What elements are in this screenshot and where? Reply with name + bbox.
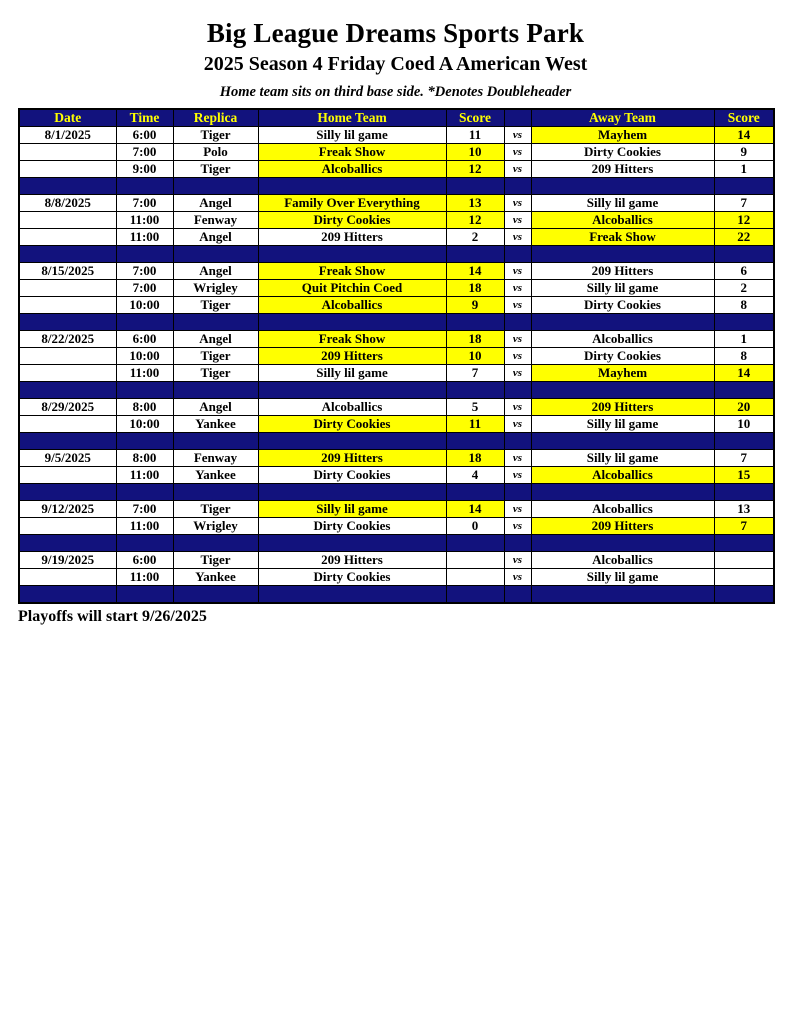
separator-cell [446, 314, 504, 331]
home-score-cell: 2 [446, 229, 504, 246]
time-cell: 7:00 [116, 501, 173, 518]
date-cell [19, 212, 116, 229]
group-separator-row [19, 246, 774, 263]
separator-cell [504, 433, 531, 450]
separator-cell [714, 433, 774, 450]
home-score-cell: 0 [446, 518, 504, 535]
vs-cell: vs [504, 569, 531, 586]
separator-cell [19, 246, 116, 263]
away-score-cell: 6 [714, 263, 774, 280]
game-row [19, 263, 774, 280]
time-cell: 11:00 [116, 365, 173, 382]
separator-cell [258, 586, 446, 603]
home-score-cell: 9 [446, 297, 504, 314]
replica-cell: Angel [173, 399, 258, 416]
date-cell [19, 229, 116, 246]
vs-cell: vs [504, 416, 531, 433]
away-score-cell: 8 [714, 348, 774, 365]
separator-cell [714, 586, 774, 603]
home-team-cell: Alcoballics [258, 399, 446, 416]
separator-cell [531, 178, 714, 195]
separator-cell [116, 178, 173, 195]
away-score-cell: 13 [714, 501, 774, 518]
home-score-cell: 18 [446, 331, 504, 348]
home-team-cell: Dirty Cookies [258, 569, 446, 586]
away-score-cell: 10 [714, 416, 774, 433]
replica-cell: Angel [173, 195, 258, 212]
home-team-cell: Silly lil game [258, 365, 446, 382]
date-cell [19, 161, 116, 178]
away-team-cell: Mayhem [531, 365, 714, 382]
separator-cell [504, 535, 531, 552]
home-score-cell: 18 [446, 450, 504, 467]
away-score-cell [714, 569, 774, 586]
time-cell: 8:00 [116, 399, 173, 416]
separator-cell [258, 484, 446, 501]
home-score-cell: 7 [446, 365, 504, 382]
time-cell: 6:00 [116, 552, 173, 569]
separator-cell [714, 484, 774, 501]
separator-cell [446, 246, 504, 263]
separator-cell [531, 433, 714, 450]
separator-cell [19, 314, 116, 331]
column-header-time: Time [116, 109, 173, 127]
home-team-cell: Alcoballics [258, 297, 446, 314]
separator-cell [19, 178, 116, 195]
separator-cell [504, 314, 531, 331]
home-score-cell [446, 552, 504, 569]
separator-cell [116, 382, 173, 399]
home-score-cell: 10 [446, 348, 504, 365]
separator-cell [714, 246, 774, 263]
vs-cell: vs [504, 552, 531, 569]
away-team-cell: Dirty Cookies [531, 348, 714, 365]
column-header-date: Date [19, 109, 116, 127]
date-cell [19, 518, 116, 535]
away-team-cell: Alcoballics [531, 331, 714, 348]
column-header-vs [504, 109, 531, 127]
home-score-cell: 5 [446, 399, 504, 416]
away-team-cell: Dirty Cookies [531, 144, 714, 161]
home-score-cell: 14 [446, 501, 504, 518]
separator-cell [531, 382, 714, 399]
away-score-cell: 2 [714, 280, 774, 297]
replica-cell: Angel [173, 331, 258, 348]
away-team-cell: Silly lil game [531, 569, 714, 586]
date-cell [19, 365, 116, 382]
away-score-cell: 1 [714, 331, 774, 348]
home-team-cell: 209 Hitters [258, 229, 446, 246]
vs-cell: vs [504, 229, 531, 246]
separator-cell [446, 586, 504, 603]
away-team-cell: 209 Hitters [531, 263, 714, 280]
home-score-cell: 4 [446, 467, 504, 484]
away-team-cell: Alcoballics [531, 467, 714, 484]
away-score-cell: 1 [714, 161, 774, 178]
separator-cell [116, 246, 173, 263]
separator-cell [258, 433, 446, 450]
column-header-replica: Replica [173, 109, 258, 127]
replica-cell: Yankee [173, 416, 258, 433]
separator-cell [531, 535, 714, 552]
separator-cell [173, 382, 258, 399]
group-separator-row [19, 178, 774, 195]
time-cell: 11:00 [116, 467, 173, 484]
game-row [19, 297, 774, 314]
replica-cell: Tiger [173, 348, 258, 365]
time-cell: 10:00 [116, 297, 173, 314]
vs-cell: vs [504, 348, 531, 365]
separator-cell [173, 484, 258, 501]
separator-cell [258, 382, 446, 399]
vs-cell: vs [504, 212, 531, 229]
home-team-cell: Freak Show [258, 144, 446, 161]
away-score-cell: 9 [714, 144, 774, 161]
date-cell [19, 280, 116, 297]
replica-cell: Tiger [173, 297, 258, 314]
time-cell: 7:00 [116, 144, 173, 161]
time-cell: 7:00 [116, 280, 173, 297]
away-score-cell: 20 [714, 399, 774, 416]
separator-cell [531, 484, 714, 501]
away-score-cell: 15 [714, 467, 774, 484]
date-cell: 8/29/2025 [19, 399, 116, 416]
home-team-cell: Freak Show [258, 331, 446, 348]
home-team-cell: 209 Hitters [258, 450, 446, 467]
away-team-cell: Mayhem [531, 127, 714, 144]
home-team-cell: 209 Hitters [258, 348, 446, 365]
separator-cell [258, 178, 446, 195]
separator-cell [258, 246, 446, 263]
away-score-cell [714, 552, 774, 569]
home-team-cell: Silly lil game [258, 501, 446, 518]
vs-cell: vs [504, 331, 531, 348]
replica-cell: Yankee [173, 569, 258, 586]
column-header-away-score: Score [714, 109, 774, 127]
separator-cell [504, 246, 531, 263]
game-row [19, 212, 774, 229]
vs-cell: vs [504, 467, 531, 484]
time-cell: 9:00 [116, 161, 173, 178]
game-row [19, 569, 774, 586]
home-team-cell: Dirty Cookies [258, 518, 446, 535]
game-row [19, 416, 774, 433]
away-team-cell: Alcoballics [531, 501, 714, 518]
replica-cell: Wrigley [173, 280, 258, 297]
game-row [19, 399, 774, 416]
home-team-cell: Silly lil game [258, 127, 446, 144]
separator-cell [714, 314, 774, 331]
away-team-cell: Alcoballics [531, 552, 714, 569]
replica-cell: Tiger [173, 365, 258, 382]
vs-cell: vs [504, 365, 531, 382]
separator-cell [504, 586, 531, 603]
game-row [19, 229, 774, 246]
home-score-cell: 18 [446, 280, 504, 297]
away-score-cell: 7 [714, 195, 774, 212]
vs-cell: vs [504, 195, 531, 212]
away-team-cell: Dirty Cookies [531, 297, 714, 314]
schedule-table [18, 108, 775, 604]
schedule-table-body [19, 127, 774, 603]
separator-cell [531, 314, 714, 331]
separator-cell [116, 484, 173, 501]
replica-cell: Angel [173, 263, 258, 280]
separator-cell [19, 586, 116, 603]
replica-cell: Tiger [173, 127, 258, 144]
group-separator-row [19, 586, 774, 603]
time-cell: 7:00 [116, 263, 173, 280]
separator-cell [446, 178, 504, 195]
replica-cell: Tiger [173, 161, 258, 178]
separator-cell [714, 178, 774, 195]
home-team-cell: Family Over Everything [258, 195, 446, 212]
replica-cell: Tiger [173, 501, 258, 518]
game-row [19, 501, 774, 518]
separator-cell [19, 433, 116, 450]
separator-cell [19, 484, 116, 501]
home-score-cell: 12 [446, 161, 504, 178]
time-cell: 10:00 [116, 416, 173, 433]
game-row [19, 348, 774, 365]
home-score-cell: 13 [446, 195, 504, 212]
away-score-cell: 7 [714, 518, 774, 535]
game-row [19, 127, 774, 144]
separator-cell [116, 586, 173, 603]
column-header-away-team: Away Team [531, 109, 714, 127]
home-score-cell: 11 [446, 127, 504, 144]
game-row [19, 144, 774, 161]
game-row [19, 552, 774, 569]
vs-cell: vs [504, 450, 531, 467]
separator-cell [116, 314, 173, 331]
replica-cell: Polo [173, 144, 258, 161]
game-row [19, 450, 774, 467]
home-team-cell: 209 Hitters [258, 552, 446, 569]
game-row [19, 467, 774, 484]
page-note: Home team sits on third base side. *Denotes Doubleheader [219, 84, 572, 100]
column-header-home-score: Score [446, 109, 504, 127]
date-cell [19, 297, 116, 314]
separator-cell [116, 433, 173, 450]
game-row [19, 280, 774, 297]
separator-cell [714, 535, 774, 552]
separator-cell [531, 246, 714, 263]
separator-cell [504, 382, 531, 399]
time-cell: 11:00 [116, 229, 173, 246]
group-separator-row [19, 535, 774, 552]
home-team-cell: Quit Pitchin Coed [258, 280, 446, 297]
replica-cell: Fenway [173, 450, 258, 467]
separator-cell [173, 586, 258, 603]
separator-cell [173, 178, 258, 195]
separator-cell [446, 433, 504, 450]
date-cell: 8/1/2025 [19, 127, 116, 144]
time-cell: 8:00 [116, 450, 173, 467]
time-cell: 11:00 [116, 518, 173, 535]
replica-cell: Wrigley [173, 518, 258, 535]
separator-cell [19, 535, 116, 552]
group-separator-row [19, 382, 774, 399]
separator-cell [116, 535, 173, 552]
date-cell: 9/19/2025 [19, 552, 116, 569]
separator-cell [258, 535, 446, 552]
separator-cell [531, 586, 714, 603]
game-row [19, 161, 774, 178]
date-cell [19, 348, 116, 365]
vs-cell: vs [504, 297, 531, 314]
date-cell: 9/12/2025 [19, 501, 116, 518]
date-cell [19, 569, 116, 586]
replica-cell: Angel [173, 229, 258, 246]
away-score-cell: 22 [714, 229, 774, 246]
game-row [19, 518, 774, 535]
page-subtitle: 2025 Season 4 Friday Coed A American West [203, 53, 588, 75]
column-header-home-team: Home Team [258, 109, 446, 127]
table-header-row [19, 109, 774, 127]
separator-cell [19, 382, 116, 399]
time-cell: 6:00 [116, 331, 173, 348]
away-score-cell: 8 [714, 297, 774, 314]
separator-cell [446, 382, 504, 399]
home-team-cell: Dirty Cookies [258, 212, 446, 229]
time-cell: 10:00 [116, 348, 173, 365]
away-score-cell: 14 [714, 127, 774, 144]
vs-cell: vs [504, 399, 531, 416]
date-cell: 8/8/2025 [19, 195, 116, 212]
group-separator-row [19, 314, 774, 331]
home-score-cell: 11 [446, 416, 504, 433]
away-team-cell: Silly lil game [531, 280, 714, 297]
date-cell: 9/5/2025 [19, 450, 116, 467]
away-team-cell: Freak Show [531, 229, 714, 246]
away-team-cell: Alcoballics [531, 212, 714, 229]
separator-cell [504, 484, 531, 501]
date-cell: 8/22/2025 [19, 331, 116, 348]
away-team-cell: Silly lil game [531, 416, 714, 433]
away-team-cell: Silly lil game [531, 195, 714, 212]
home-score-cell: 12 [446, 212, 504, 229]
game-row [19, 365, 774, 382]
vs-cell: vs [504, 280, 531, 297]
separator-cell [173, 433, 258, 450]
time-cell: 11:00 [116, 569, 173, 586]
away-team-cell: Silly lil game [531, 450, 714, 467]
date-cell [19, 467, 116, 484]
away-team-cell: 209 Hitters [531, 399, 714, 416]
footer-text: Playoffs will start 9/26/2025 [18, 607, 207, 625]
replica-cell: Tiger [173, 552, 258, 569]
replica-cell: Yankee [173, 467, 258, 484]
separator-cell [446, 484, 504, 501]
separator-cell [446, 535, 504, 552]
time-cell: 7:00 [116, 195, 173, 212]
vs-cell: vs [504, 263, 531, 280]
vs-cell: vs [504, 501, 531, 518]
away-score-cell: 14 [714, 365, 774, 382]
time-cell: 6:00 [116, 127, 173, 144]
home-team-cell: Freak Show [258, 263, 446, 280]
vs-cell: vs [504, 127, 531, 144]
away-team-cell: 209 Hitters [531, 161, 714, 178]
separator-cell [173, 314, 258, 331]
group-separator-row [19, 433, 774, 450]
home-score-cell: 10 [446, 144, 504, 161]
separator-cell [173, 535, 258, 552]
page-title: Big League Dreams Sports Park [206, 18, 585, 48]
away-score-cell: 12 [714, 212, 774, 229]
separator-cell [504, 178, 531, 195]
vs-cell: vs [504, 518, 531, 535]
game-row [19, 331, 774, 348]
replica-cell: Fenway [173, 212, 258, 229]
separator-cell [173, 246, 258, 263]
date-cell [19, 144, 116, 161]
date-cell: 8/15/2025 [19, 263, 116, 280]
away-score-cell: 7 [714, 450, 774, 467]
home-score-cell [446, 569, 504, 586]
away-team-cell: 209 Hitters [531, 518, 714, 535]
group-separator-row [19, 484, 774, 501]
vs-cell: vs [504, 144, 531, 161]
home-team-cell: Alcoballics [258, 161, 446, 178]
home-team-cell: Dirty Cookies [258, 467, 446, 484]
home-score-cell: 14 [446, 263, 504, 280]
date-cell [19, 416, 116, 433]
separator-cell [714, 382, 774, 399]
time-cell: 11:00 [116, 212, 173, 229]
vs-cell: vs [504, 161, 531, 178]
game-row [19, 195, 774, 212]
separator-cell [258, 314, 446, 331]
home-team-cell: Dirty Cookies [258, 416, 446, 433]
